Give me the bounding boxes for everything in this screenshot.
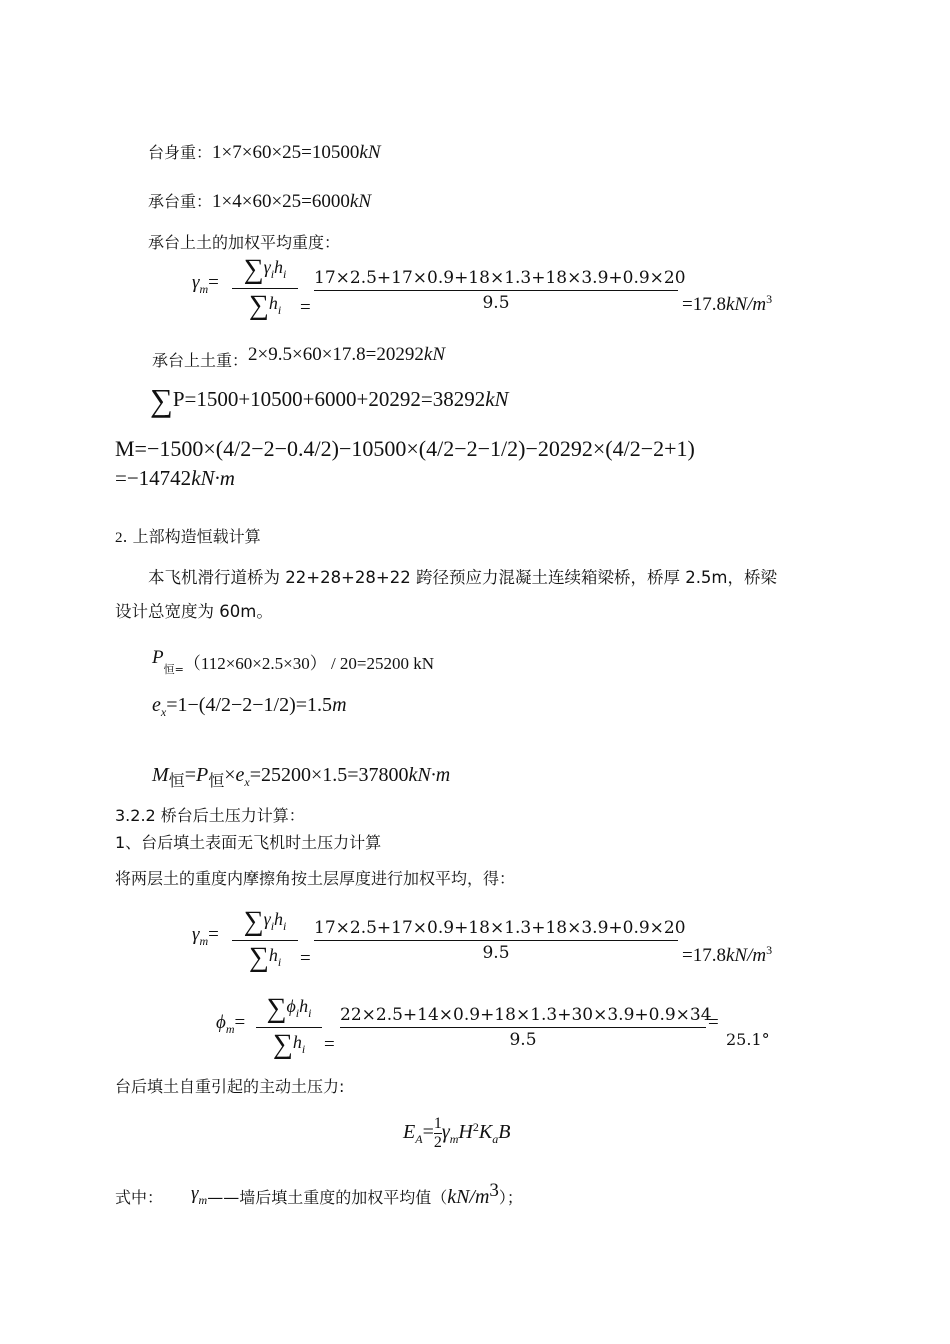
expr-abutment-weight: 1×7×60×25=10500 xyxy=(212,142,360,163)
eq1-fraction xyxy=(314,266,686,315)
text-active-pressure: 台后填土自重引起的主动土压力: xyxy=(115,1077,345,1096)
eq3-lhs: $\phi_m=$ xyxy=(216,1012,246,1036)
ex-expr: =1−(4/2−2−1/2)=1.5 xyxy=(166,694,333,716)
eq3-denominator: 9.5 xyxy=(340,1027,706,1052)
eq3-eq2: = xyxy=(708,1012,719,1033)
eq1-lhs: $\gamma_m=$ xyxy=(192,272,219,296)
eq1-sum-fraction: $\sum\gamma_ih_i$ $\sum h_i$ xyxy=(232,253,298,324)
formula-note: 式中： $\gamma_m——$墙后填土重度的加权平均值$(kN/m^3)$； xyxy=(115,1180,523,1208)
line-eccentricity: $e_x=1-(4/2-2-1/2)=1.5m$ xyxy=(152,694,347,719)
eq3-numerator: 22×2.5+14×0.9+18×1.3+30×3.9+0.9×34 xyxy=(340,1005,712,1025)
eq2-result-value: =17.8 xyxy=(682,945,726,966)
section-2-heading xyxy=(115,524,261,547)
unit: kN·m xyxy=(191,466,235,490)
eq2-lhs: $\gamma_m=$ xyxy=(192,924,219,948)
eq2-numerator: 17×2.5+17×0.9+18×1.3+18×3.9+0.9×20 xyxy=(314,918,686,938)
eq2-sum-fraction: $\sum\gamma_ih_i$ $\sum h_i$ xyxy=(232,905,298,976)
eq3-result: 25.1° xyxy=(726,1030,770,1049)
label-cap-weight: 承台重： xyxy=(148,192,213,211)
unit: kN xyxy=(423,344,445,365)
ea-symbol: E xyxy=(403,1121,416,1144)
unit: kN xyxy=(359,142,381,163)
eq2-eq: = xyxy=(300,948,311,969)
expr-cap-weight: 1×4×60×25=6000 xyxy=(212,191,350,212)
expr-soil-weight: 2×9.5×60×17.8=20292 xyxy=(248,344,424,365)
eq1-numerator: 17×2.5+17×0.9+18×1.3+18×3.9+0.9×20 xyxy=(314,268,686,288)
unit: kN xyxy=(349,191,371,212)
line-cap-weight xyxy=(148,189,371,213)
eq1-result-value: =17.8 xyxy=(682,294,726,315)
text-weighted-average: 将两层土的重度内摩擦角按土层厚度进行加权平均，得： xyxy=(115,869,516,888)
line-sum-p: ∑P=1500+10500+6000+20292=38292kN xyxy=(150,382,509,418)
eq2-result: $=17.8kN/m^3$ xyxy=(682,943,773,966)
eq2-denominator: 9.5 xyxy=(314,940,678,965)
paragraph-line-1: 本飞机滑行道桥为 22+28+28+22 跨径预应力混凝土连续箱梁桥，桥厚 2.5m，桥梁 xyxy=(148,568,778,587)
line-moment-result xyxy=(115,466,235,491)
label-abutment-weight: 台身重： xyxy=(148,143,213,162)
expr-moment-result: =−14742 xyxy=(115,466,192,490)
eq1-denominator: 9.5 xyxy=(314,290,678,315)
line-abutment-weight xyxy=(148,140,381,164)
paragraph-line-2: 设计总宽度为 60m。 xyxy=(115,602,273,621)
mh-expr: =25200×1.5=37800 xyxy=(249,764,409,786)
note-end: ）； xyxy=(498,1188,523,1207)
eq3-fraction xyxy=(340,1003,712,1052)
line-weighted-unit-weight: 承台上土的加权平均重度： xyxy=(148,233,341,252)
line-soil-weight xyxy=(152,344,445,372)
line-p-dead-load: $P_{恒=}(112\times 60\times 2.5\times 30) / 20=25200$ kN xyxy=(152,647,435,676)
eq3-eq: = xyxy=(324,1034,335,1055)
p-expr: （112×60×2.5×30） / 20=25200 kN xyxy=(183,654,435,673)
note-text: ——墙后填土重度的加权平均值（ xyxy=(207,1188,448,1207)
note-label: 式中： xyxy=(115,1188,164,1207)
eq1-eq: = xyxy=(300,297,311,318)
section-title: . 上部构造恒载计算 xyxy=(122,527,261,546)
line-moment: M=−1500×(4/2−2−0.4/2)−10500×(4/2−2−1/2)−20292×(4/2−2+1) xyxy=(115,436,695,461)
eq3-sum-fraction: $\sum\phi_ih_i$ $\sum h_i$ xyxy=(256,992,322,1063)
unit: kN/m xyxy=(725,294,767,315)
expr-sum-p: P=1500+10500+6000+20292=38292 xyxy=(172,387,486,411)
line-dead-moment: $M_恒=P_恒\times e_x=25200\times 1.5=37800kN\cdot m$ xyxy=(152,764,451,790)
unit: kN/m xyxy=(447,1186,490,1208)
label-soil-weight: 承台上土重： xyxy=(152,351,249,370)
section-number: 2 xyxy=(115,530,123,546)
unit: kN/m xyxy=(725,945,767,966)
eq-ea: $E_A=$ $\frac{1}{2}$ $\gamma_mH^2K_aB$ xyxy=(403,1115,511,1151)
unit: kN xyxy=(485,387,509,411)
unit: kN·m xyxy=(408,764,451,786)
eq1-result: $=17.8kN/m^3$ xyxy=(682,292,773,315)
eq2-fraction xyxy=(314,916,686,965)
p-subscript: 恒= xyxy=(163,663,184,676)
heading-3-2-2: 3.2.2 桥台后土压力计算： xyxy=(115,806,305,825)
heading-case-1: 1、台后填土表面无飞机时土压力计算 xyxy=(115,833,382,852)
